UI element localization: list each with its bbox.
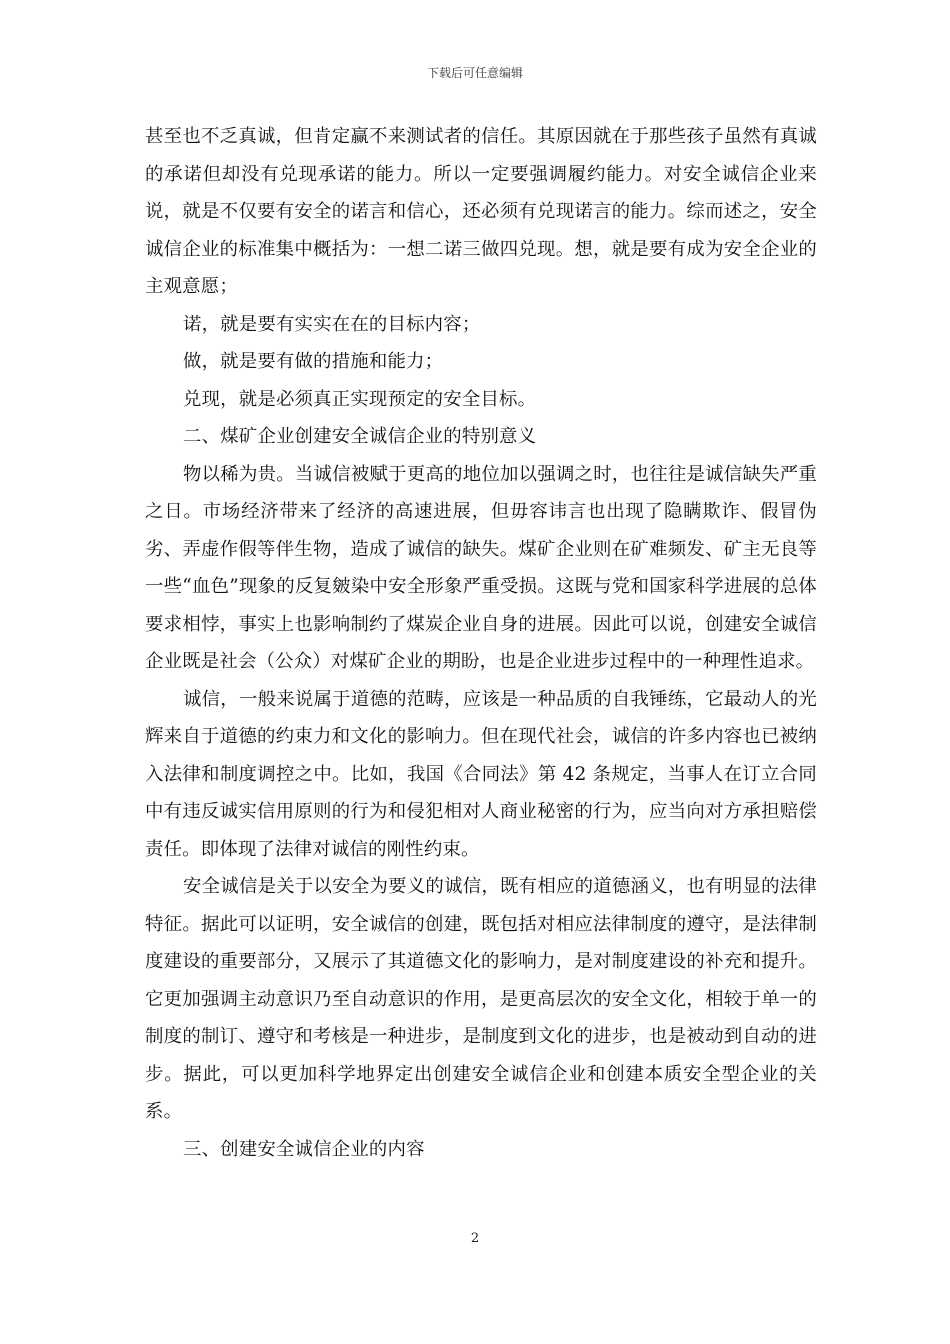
paragraph-promise: 诺，就是要有实实在在的目标内容； [183,313,481,335]
paragraph-integrity-ethics: 诚信，一般来说属于道德的范畴，应该是一种品质的自我锤练，它最动人的光辉来自于道德的约束力和文化的影响力。但在现代社会，诚信的许多内容也已被纳入法律和制度调控之中。比如，我国《合同法》第 42 条规定，当事人在订立合同中有违反诚实信用原则的行为和侵犯相对人商业秘密的行为，应当向对方承担赔偿责任。即体现了法律对诚信的刚性约束。 [145,688,817,860]
paragraph-scarcity: 物以稀为贵。当诚信被赋于更高的地位加以强调之时，也往往是诚信缺失严重之日。市场经济带来了经济的高速进展，但毋容讳言也出现了隐瞒欺诈、假冒伪劣、弄虚作假等伴生物，造成了诚信的缺失。煤矿企业则在矿难频发、矿主无良等一些“血色”现象的反复皴染中安全形象严重受损。这既与党和国家科学进展的总体要求相悖，事实上也影响制约了煤炭企业自身的进展。因此可以说，创建安全诚信企业既是社会（公众）对煤矿企业的期盼，也是企业进步过程中的一种理性追求。 [145,463,817,672]
section-heading-2: 二、煤矿企业创建安全诚信企业的特别意义 [183,426,537,447]
page-header: 下载后可任意编辑 [426,66,523,80]
paragraph-safety-integrity: 安全诚信是关于以安全为要义的诚信，既有相应的道德涵义，也有明显的法律特征。据此可以证明，安全诚信的创建，既包括对相应法律制度的遵守，是法律制度建设的重要部分，又展示了其道德文化的影响力，是对制度建设的补充和提升。它更加强调主动意识乃至自动意识的作用，是更高层次的安全文化，相较于单一的制度的制订、遵守和考核是一种进步，是制度到文化的进步，也是被动到自动的进步。据此，可以更加科学地界定出创建安全诚信企业和创建本质安全型企业的关系。 [145,876,817,1122]
paragraph-fulfill: 兑现，就是必须真正实现预定的安全目标。 [183,388,537,410]
document-body [145,118,817,1168]
page-number: 2 [470,1231,480,1246]
paragraph-continuation: 甚至也不乏真诚，但肯定赢不来测试者的信任。其原因就在于那些孩子虽然有真诚的承诺但却没有兑现承诺的能力。所以一定要强调履约能力。对安全诚信企业来说，就是不仅要有安全的诺言和信心，还必须有兑现诺言的能力。综而述之，安全诚信企业的标准集中概括为：一想二诺三做四兑现。想，就是要有成为安全企业的主观意愿； [145,126,817,297]
section-heading-3: 三、创建安全诚信企业的内容 [183,1138,425,1160]
paragraph-do: 做，就是要有做的措施和能力； [183,351,444,372]
